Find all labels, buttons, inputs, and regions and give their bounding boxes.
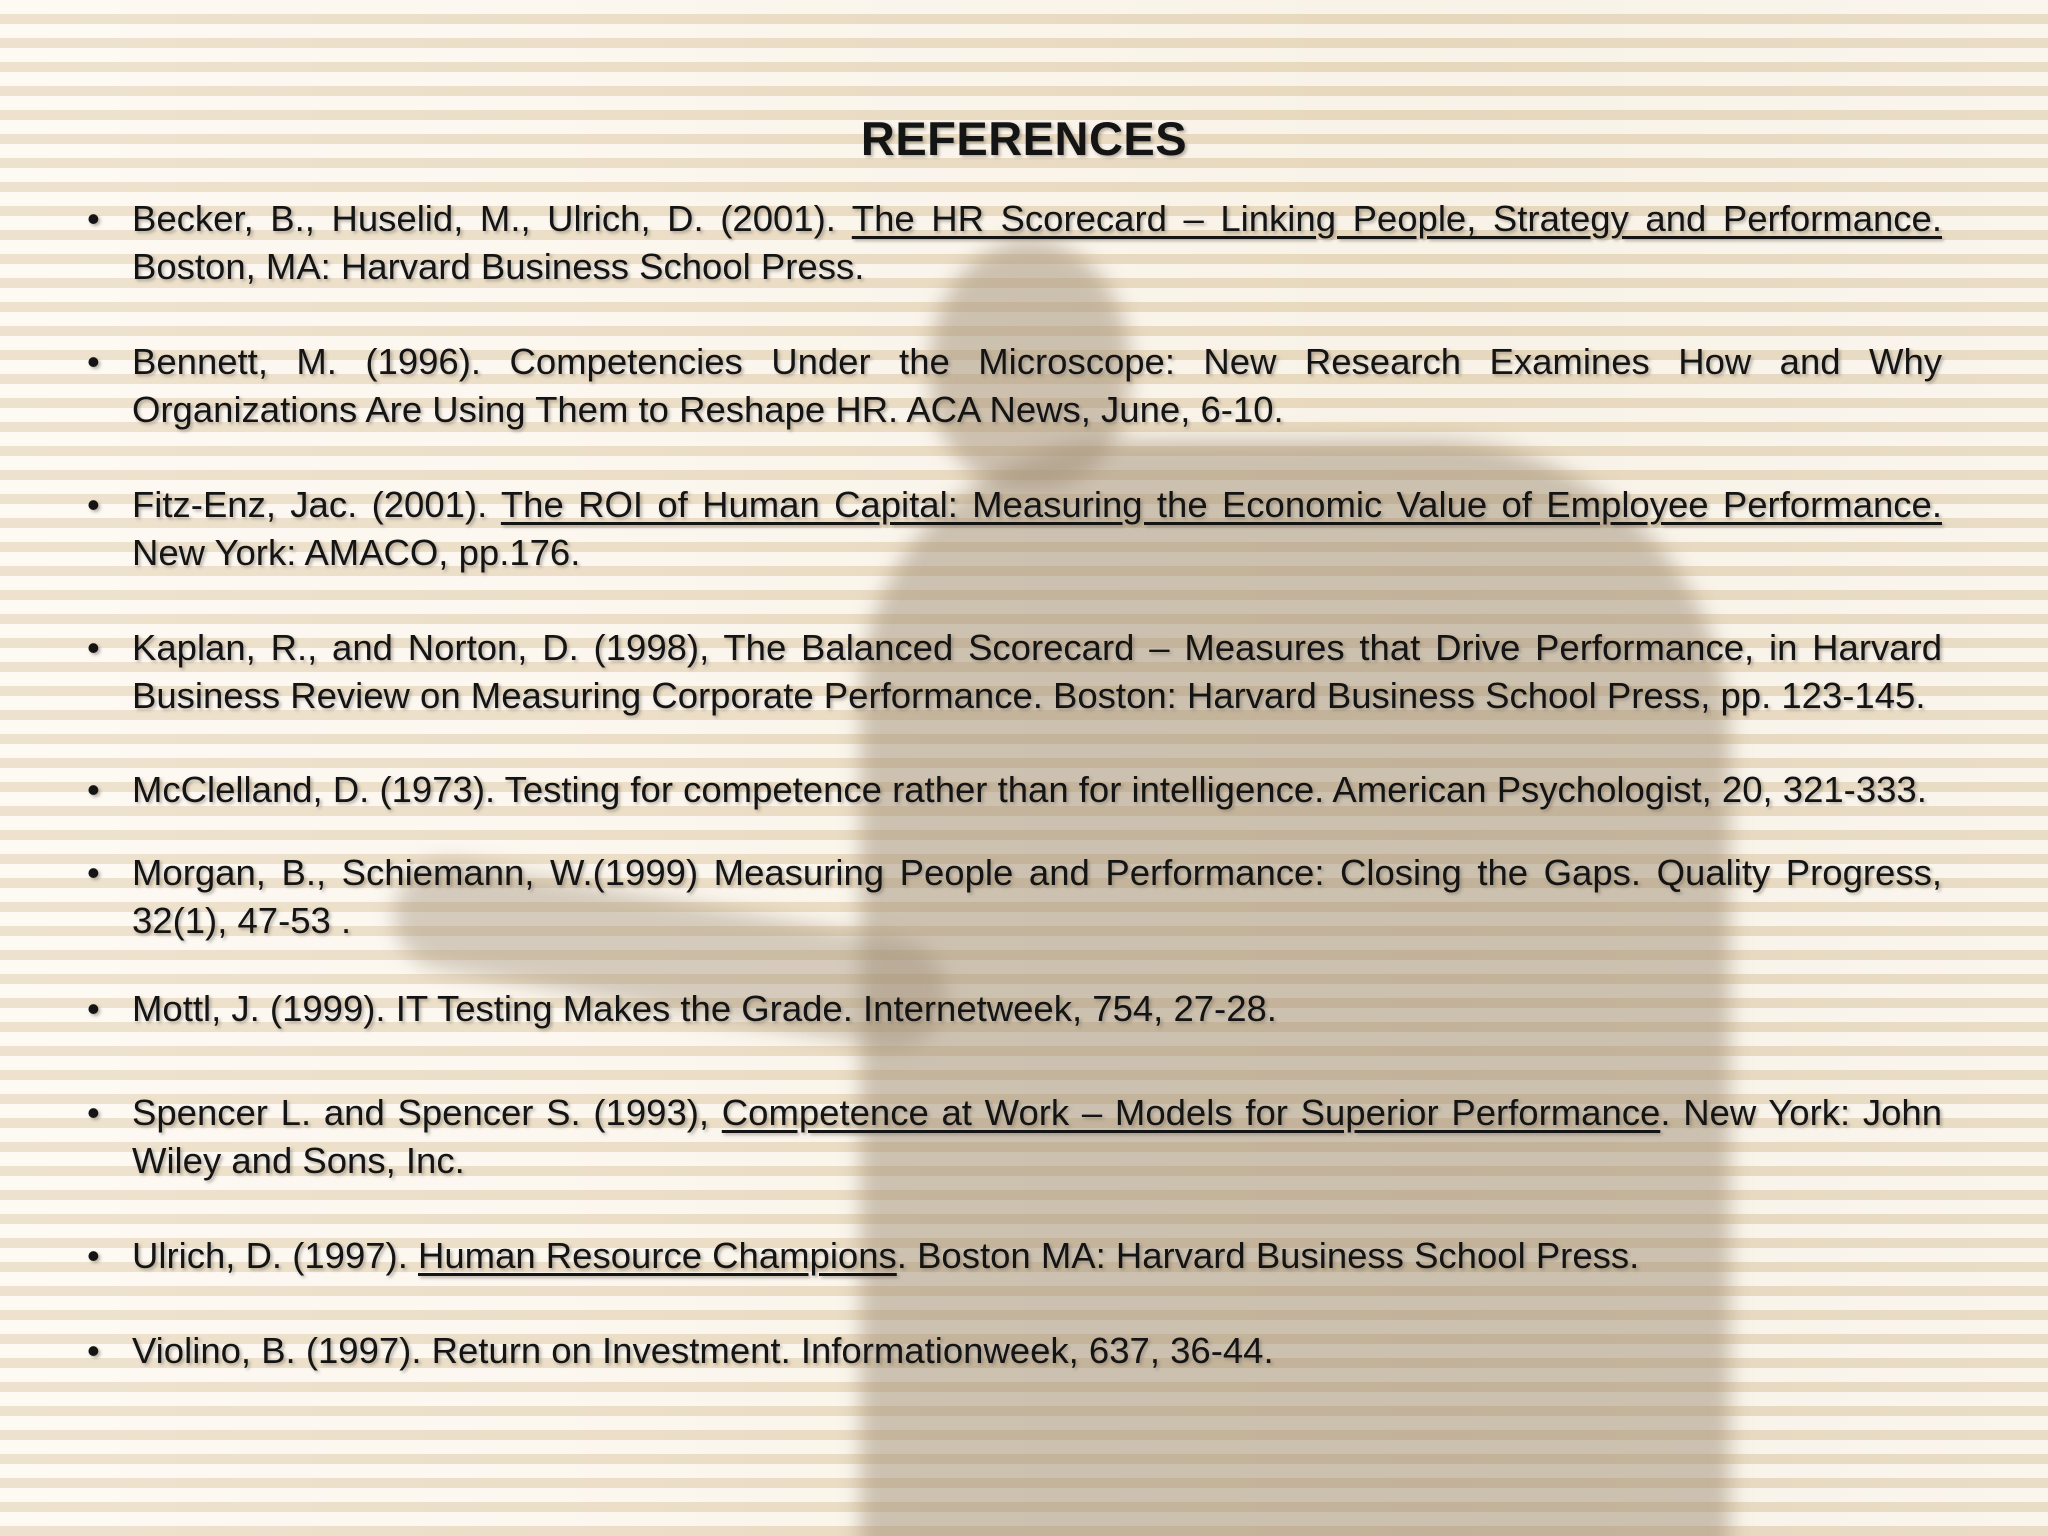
reference-text: McClelland, D. (1973). Testing for competence rather than for intelligence. American Psychologist, 20, 321-333. [132,769,1927,810]
reference-text-tail: Boston, MA: Harvard Business School Press. [132,246,865,287]
reference-item [84,338,1942,434]
bullet-icon: • [87,1235,100,1276]
reference-text: Kaplan, R., and Norton, D. (1998), The Balanced Scorecard – Measures that Drive Performance, in Harvard Business Review on Measuring Corporate Performance. Boston: Harvard Business School Press, pp. 123-145. [132,627,1942,716]
reference-item [84,481,1942,577]
reference-text: Fitz-Enz, Jac. (2001). [132,484,501,525]
reference-text: Spencer L. and Spencer S. (1993), [132,1092,722,1133]
reference-title: Competence at Work – Models for Superior Performance [721,1092,1661,1133]
reference-item [84,1089,1942,1185]
reference-item [84,849,1942,945]
bullet-icon: • [87,1092,100,1133]
bullet-icon: • [87,1330,100,1371]
bullet-icon: • [87,341,100,382]
reference-text: Becker, B., Huselid, M., Ulrich, D. (2001). [132,198,852,239]
reference-item [84,766,1942,814]
reference-item [84,1232,1942,1280]
reference-text: Ulrich, D. (1997). [132,1235,418,1276]
reference-text: Violino, B. (1997). Return on Investment. Informationweek, 637, 36-44. [132,1330,1274,1371]
reference-item [84,624,1942,720]
reference-item [84,985,1942,1033]
reference-text-tail: New York: AMACO, pp.176. [132,532,581,573]
bullet-icon: • [87,198,100,239]
reference-item [84,1327,1942,1375]
reference-title: Human Resource Champions [418,1235,897,1276]
reference-text: Morgan, B., Schiemann, W.(1999) Measuring People and Performance: Closing the Gaps. Quality Progress, 32(1), 47-53 . [132,852,1942,941]
slide-title: REFERENCES [860,112,1188,166]
reference-title: The ROI of Human Capital: Measuring the Economic Value of Employee Performance. [500,484,1942,525]
reference-text-tail: . Boston MA: Harvard Business School Press. [896,1235,1640,1276]
bullet-icon: • [87,988,100,1029]
bullet-icon: • [87,627,100,668]
reference-title: The HR Scorecard – Linking People, Strategy and Performance. [851,198,1942,239]
reference-list [84,195,1942,1375]
bullet-icon: • [87,769,100,810]
reference-text-tail: . New York: John Wiley and Sons, Inc. [132,1092,1943,1181]
bullet-icon: • [87,484,100,525]
reference-text: Mottl, J. (1999). IT Testing Makes the Grade. Internetweek, 754, 27-28. [132,988,1277,1029]
reference-text: Bennett, M. (1996). Competencies Under the Microscope: New Research Examines How and Why Organizations Are Using Them to Reshape HR. ACA News, June, 6-10. [132,341,1942,430]
reference-item [84,195,1942,291]
bullet-icon: • [87,852,100,893]
